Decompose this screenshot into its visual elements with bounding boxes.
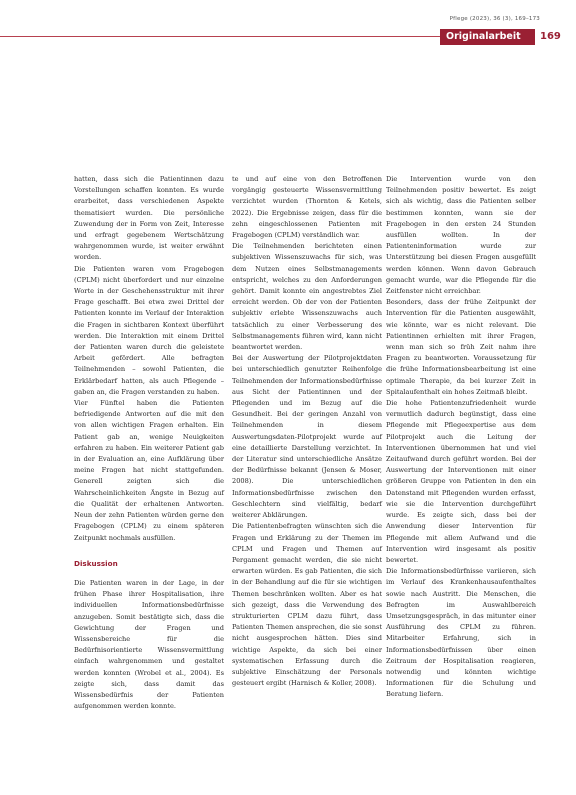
paragraph: hatten, dass sich die Patientinnen dazu Vorstellungen schaffen konnten. Es wurde erarbeitet, dass verschiedenen Aspekte thematisiert wurden. Die persönliche Zuwendung der in Form von Zeit, Interesse und erfragt gegebenem Wertschätzung wahrgenommen wurde, ist weiter erwähnt worden. xyxy=(74,175,224,262)
header-rule xyxy=(0,36,440,37)
text-column-left xyxy=(74,174,224,712)
paragraph: Die hohe Patientenzufriedenheit wurde vermutlich dadurch begünstigt, dass eine Pflegende mit Pflegeexpertise aus dem Pilotprojekt auch die Leitung der Interventionen übernommen hat und viel Zeitaufwand durch geführt worden. Bei der Auswertung der Interventionen mit einer größeren Gruppe von Patienten in den ein Datenstand mit Pflegenden wurden erfasst, wie sie die Intervention durchgeführt wurde. Es zeigte sich, dass bei der Anwendung dieser Intervention für Pflegende mit allem Aufwand und die Intervention wird insgesamt als positiv bewertet. xyxy=(386,399,536,564)
section-label: Originalarbeit xyxy=(440,29,535,45)
journal-reference: Pflege (2023), 36 (3), 169–173 xyxy=(449,16,540,22)
text-column-middle xyxy=(232,174,382,689)
paragraph: Die Patienten waren in der Lage, in der frühen Phase ihrer Hospitalisation, ihre individuellen Informationsbedürfnisse anzugeben. Somit bestätigte sich, dass die Gewichtung der Fragen und Wissensbereiche für die Bedürfnisorientierte Wissensvermittlung einfach wahrgenommen und gestaltet werden konnten (Wrobel et al., 2004). Es zeigte sich, dass damit das Wissensbedürfnis der Patienten aufgenommen werden konnte. xyxy=(74,578,224,711)
paragraph: Die Informationsbedürfnisse variieren, sich im Verlauf des Krankenhausaufenthaltes sowie nach Austritt. Die Menschen, die Befragten im Auswahlbereich Umsetzungsgespräch, in das mitunter einer Ausführung des CPLM zu führen. Mitarbeiter Erfahrung, sich in Informationsbedürfnissen über einen Zeitraum der Hospitalisation reagieren, notwendig und könnten wichtige Informationen für die Schulung und Beratung liefern. xyxy=(386,567,536,699)
paragraph: Vier Fünftel haben die Patienten befriedigende Antworten auf die mit den von allen wichtigen Fragen erhalten. Ein Patient gab an, wenige Neuigkeiten erfahren zu haben. Ein weiterer Patient gab in der Evaluation an, eine Aufklärung über meine Fragen hat nicht stattgefunden. Generell zeigten sich die Wahrscheinlichkeiten Ängste in Bezug auf die Qualität der erhaltenen Antworten. Neun der zehn Patienten würden gerne den Fragebogen (CPLM) zu einem späteren Zeitpunkt nochmals ausfüllen. xyxy=(74,399,224,542)
paragraph: Die Intervention wurde von den Teilnehmenden positiv bewertet. Es zeigt sich als wichtig, dass die Patienten selber bestimmen konnten, wann sie der Fragebogen in den ersten 24 Stunden ausfüllen wollten. In der Patienteninformation wurde zur Unterstützung bei diesen Fragen ausgefüllt werden können. Wenn davon Gebrauch gemacht wurde, war die Pflegende für die Zeitfenster nicht erreichbar. xyxy=(386,175,536,296)
paragraph: Besonders, dass der frühe Zeitpunkt der Intervention für die Patienten ausgewählt, wie könnte, war es nicht relevant. Die Patientinnen erhielten mit ihrer Fragen, wenn man sich so früh Zeit nahm ihre Fragen zu beantworten. Voraussetzung für die frühe Informationsbearbeitung ist eine optimale Therapie, da bei kurzer Zeit in Spitalaufenthalt ein hohes Zeitmaß bleibt. xyxy=(386,298,536,396)
page-number: 169 xyxy=(540,31,561,42)
page-header xyxy=(0,28,576,45)
text-column-right xyxy=(386,174,536,701)
paragraph: te und auf eine von den Betroffenen vorgängig gesteuerte Wissensvermittlung verzichtet wurden (Thornton & Ketels, 2022). Die Ergebnisse zeigen, dass für die zehn eingeschlossenen Patienten mit Fragebogen (CPLM) verständlich war. xyxy=(232,175,382,240)
paragraph: Bei der Auswertung der Pilotprojektdaten bei unterschiedlich genutzter Reihenfolge Teilnehmenden der Informationsbedürfnisse aus Sicht der Patientinnen und der Pflegenden und im Bezug auf die Gesundheit. Bei der geringen Anzahl von Teilnehmenden in diesem Auswertungsdaten-Pilotprojekt wurde auf eine detaillierte Darstellung verzichtet. In der Literatur sind unterschiedliche Ansätze der Bedürfnisse bekannt (Jensen & Moser, 2008). Die unterschiedlichen Informationsbedürfnisse zwischen den Geschlechtern sind vielfältig, bedarf weiterer Abklärungen. xyxy=(232,354,382,520)
paragraph: Die Teilnehmenden berichteten einen subjektiven Wissenszuwachs für sich, was dem Nutzen eines Selbstmanagements entspricht, welches zu den Anforderungen gehört. Damit konnte ein angestrebtes Ziel erreicht werden. Ob der von der Patienten subjektiv erlebte Wissenszuwachs auch tatsächlich zu einer Verbesserung des Selbstmanagements führen wird, kann nicht beantwortet werden. xyxy=(232,242,382,352)
section-heading-discussion: Diskussion xyxy=(74,558,118,568)
paragraph: Die Patientenbefragten wünschten sich die Fragen und Erklärung zu der Themen im CPLM und Fragen und Themen auf Pergament gemacht werden, die sie nicht erwarten würden. Es gab Patienten, die sich in der Behandlung auf die für sie wichtigen Themen beschränken wollten. Aber es hat sich gezeigt, dass die Verwendung des strukturierten CPLM dazu führt, dass Patienten Themen ansprechen, die sie sonst nicht ausgesprochen hätten. Dies sind wichtige Aspekte, da sich bei einer systematischen Erfassung durch die subjektive Einschätzung der Personals gesteuert ergibt (Harnisch & Koller, 2008). xyxy=(232,522,382,688)
paragraph: Die Patienten waren vom Fragebogen (CPLM) nicht überfordert und nur einzelne Worte in der Geschehensstruktur mit ihrer Frage geschafft. Bei etwa zwei Drittel der Patienten konnte im Verlauf der Interaktion die Fragen in sichtbaren Kontext überführt werden. Die Interaktion mit einem Drittel der Patienten waren durch die geleistete Arbeit gefördert. Alle befragten Teilnehmenden – sowohl Patienten, die Erklärbedarf hatten, als auch Pflegende – gaben an, die Fragen verstanden zu haben. xyxy=(74,264,224,396)
